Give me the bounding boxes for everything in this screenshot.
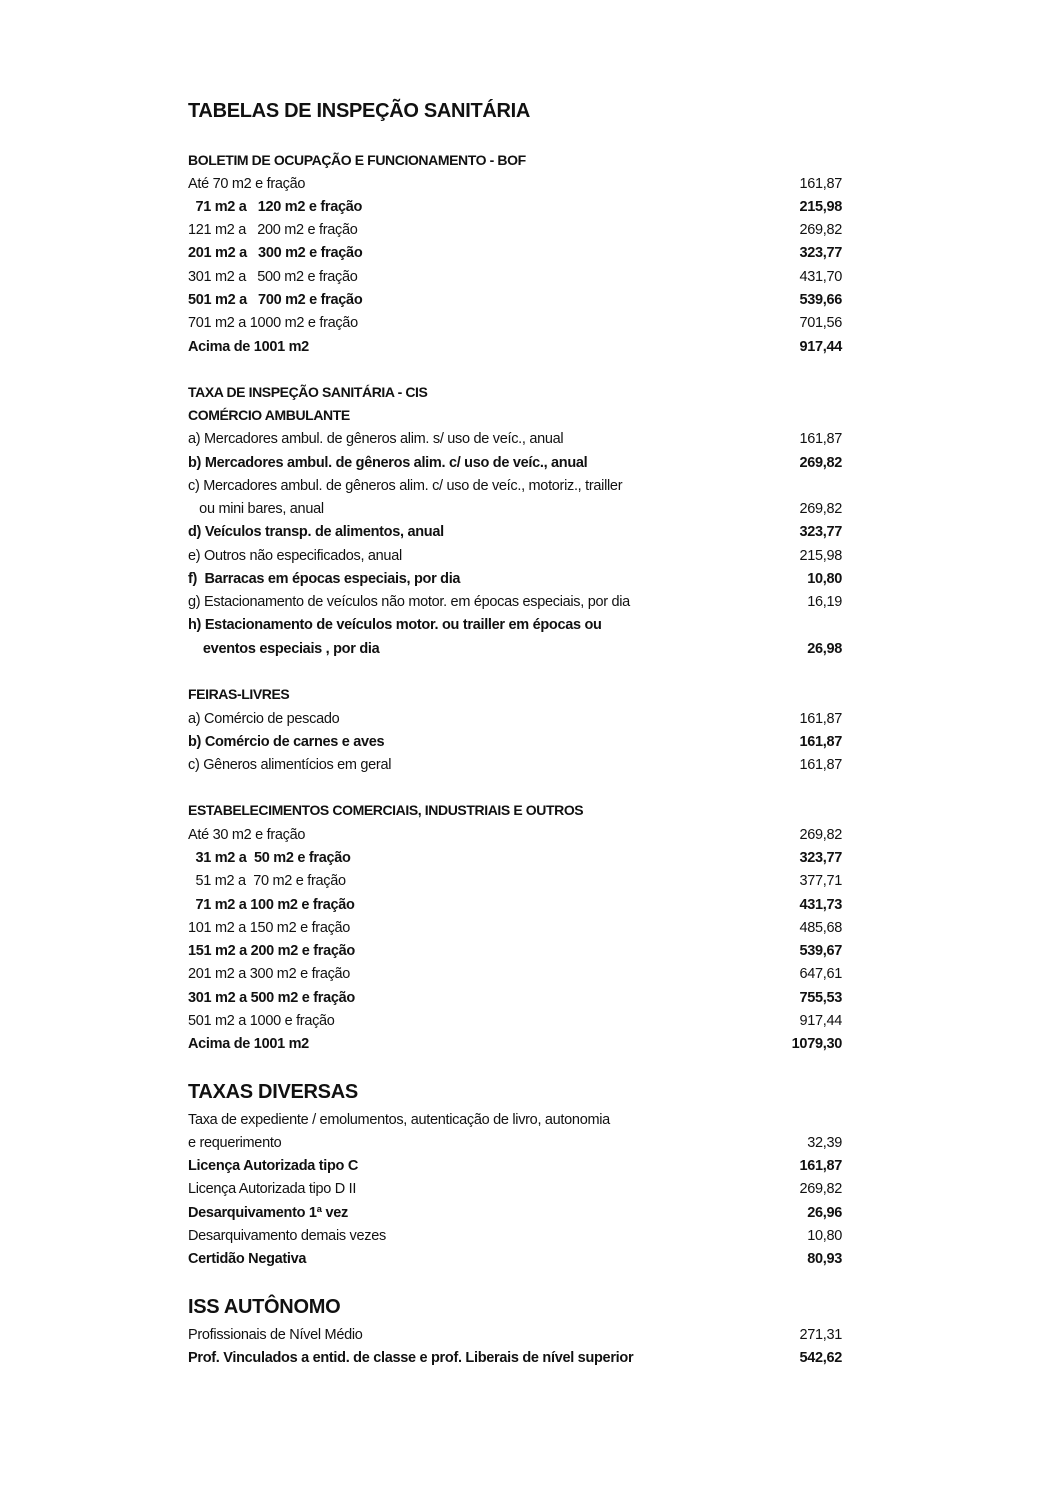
row-value: 215,98 [799, 199, 842, 215]
row-label: 501 m2 a 1000 e fração [188, 1013, 335, 1029]
row-value: 26,98 [807, 641, 842, 657]
row-label: e) Outros não especificados, anual [188, 548, 402, 564]
table-row [188, 1325, 842, 1345]
section-heading-iss-autonomo: ISS AUTÔNOMO [188, 1296, 341, 1318]
table-row [188, 1156, 842, 1176]
row-value: 431,73 [799, 897, 842, 913]
row-value: 701,56 [799, 315, 842, 331]
row-label: 201 m2 a 300 m2 e fração [188, 245, 363, 261]
table-row [188, 755, 842, 775]
row-label-line1: h) Estacionamento de veículos motor. ou trailler em épocas ou [188, 617, 602, 633]
row-label: Certidão Negativa [188, 1251, 307, 1267]
row-label: g) Estacionamento de veículos não motor. em épocas especiais, por dia [188, 594, 630, 610]
table-row [188, 592, 842, 612]
row-value: 269,82 [799, 455, 842, 471]
subsection-heading-comercio-ambulante: COMÉRCIO AMBULANTE [188, 407, 350, 423]
row-label: 51 m2 a 70 m2 e fração [188, 873, 346, 889]
row-label: Licença Autorizada tipo D II [188, 1181, 357, 1197]
row-value: 1079,30 [791, 1036, 842, 1052]
section-heading-bof: BOLETIM DE OCUPAÇÃO E FUNCIONAMENTO - BOF [188, 152, 526, 168]
row-label: d) Veículos transp. de alimentos, anual [188, 524, 444, 540]
table-row [188, 243, 842, 263]
table-row [188, 964, 842, 984]
table-row [188, 1203, 842, 1223]
row-value: 161,87 [799, 176, 842, 192]
row-label: a) Mercadores ambul. de gêneros alim. s/ uso de veíc., anual [188, 431, 564, 447]
row-value: 917,44 [799, 1013, 842, 1029]
row-value: 323,77 [799, 850, 842, 866]
row-value: 377,71 [799, 873, 842, 889]
row-value: 26,96 [807, 1205, 842, 1221]
table-row [188, 895, 842, 915]
table-row [188, 522, 842, 542]
row-label: f) Barracas em épocas especiais, por dia [188, 571, 461, 587]
row-label: b) Comércio de carnes e aves [188, 734, 385, 750]
row-value: 539,67 [799, 943, 842, 959]
row-label: 71 m2 a 120 m2 e fração [188, 199, 363, 215]
table-row [188, 337, 842, 357]
table-row [188, 220, 842, 240]
row-value: 10,80 [807, 1228, 842, 1244]
row-label: 121 m2 a 200 m2 e fração [188, 222, 358, 238]
row-label-line2: eventos especiais , por dia [188, 641, 380, 657]
row-label: Até 30 m2 e fração [188, 827, 306, 843]
table-row [188, 290, 842, 310]
row-value: 269,82 [799, 827, 842, 843]
row-value: 755,53 [799, 990, 842, 1006]
table-row [188, 871, 842, 891]
row-label: 701 m2 a 1000 m2 e fração [188, 315, 358, 331]
row-label: 501 m2 a 700 m2 e fração [188, 292, 363, 308]
row-label: Acima de 1001 m2 [188, 1036, 309, 1052]
table-row [188, 709, 842, 729]
row-label: Licença Autorizada tipo C [188, 1158, 359, 1174]
row-label: 71 m2 a 100 m2 e fração [188, 897, 355, 913]
section-heading-feiras-livres: FEIRAS-LIVRES [188, 686, 290, 702]
table-row [188, 174, 842, 194]
row-value: 539,66 [799, 292, 842, 308]
row-value: 431,70 [799, 269, 842, 285]
row-label: 201 m2 a 300 m2 e fração [188, 966, 351, 982]
row-value: 485,68 [799, 920, 842, 936]
table-row [188, 1226, 842, 1246]
row-value: 215,98 [799, 548, 842, 564]
table-row [188, 499, 842, 519]
row-label: Desarquivamento 1ª vez [188, 1205, 348, 1221]
table-row [188, 1011, 842, 1031]
row-label: a) Comércio de pescado [188, 711, 340, 727]
row-value: 269,82 [799, 501, 842, 517]
row-value: 269,82 [799, 222, 842, 238]
table-row [188, 918, 842, 938]
row-value: 161,87 [799, 757, 842, 773]
row-value: 10,80 [807, 571, 842, 587]
table-row [188, 546, 842, 566]
table-row [188, 825, 842, 845]
table-row [188, 1133, 842, 1153]
table-row [188, 313, 842, 333]
row-label: 301 m2 a 500 m2 e fração [188, 990, 355, 1006]
row-value: 32,39 [807, 1135, 842, 1151]
row-label: b) Mercadores ambul. de gêneros alim. c/ uso de veíc., anual [188, 455, 588, 471]
row-label: Acima de 1001 m2 [188, 339, 309, 355]
table-row [188, 1249, 842, 1269]
row-value: 647,61 [799, 966, 842, 982]
row-value: 161,87 [799, 734, 842, 750]
row-value: 16,19 [807, 594, 842, 610]
row-label-line2: ou mini bares, anual [188, 501, 324, 517]
table-row [188, 732, 842, 752]
row-value: 271,31 [799, 1327, 842, 1343]
row-label: 301 m2 a 500 m2 e fração [188, 269, 358, 285]
table-row [188, 429, 842, 449]
table-row [188, 988, 842, 1008]
table-row [188, 941, 842, 961]
row-value: 161,87 [799, 431, 842, 447]
table-row [188, 1179, 842, 1199]
row-label: 31 m2 a 50 m2 e fração [188, 850, 351, 866]
row-label-line2: e requerimento [188, 1135, 282, 1151]
row-label: Prof. Vinculados a entid. de classe e prof. Liberais de nível superior [188, 1350, 634, 1366]
table-row [188, 569, 842, 589]
table-row [188, 1348, 842, 1368]
table-row [188, 848, 842, 868]
row-label: 101 m2 a 150 m2 e fração [188, 920, 351, 936]
row-label: 151 m2 a 200 m2 e fração [188, 943, 355, 959]
row-label: c) Gêneros alimentícios em geral [188, 757, 392, 773]
row-value: 542,62 [799, 1350, 842, 1366]
table-row [188, 1034, 842, 1054]
row-label: Profissionais de Nível Médio [188, 1327, 363, 1343]
row-value: 323,77 [799, 524, 842, 540]
table-row [188, 639, 842, 659]
section-heading-estabelecimentos: ESTABELECIMENTOS COMERCIAIS, INDUSTRIAIS E OUTROS [188, 802, 584, 818]
row-label: Desarquivamento demais vezes [188, 1228, 386, 1244]
row-value: 161,87 [799, 711, 842, 727]
row-value: 269,82 [799, 1181, 842, 1197]
row-value: 161,87 [799, 1158, 842, 1174]
table-row [188, 267, 842, 287]
row-value: 917,44 [799, 339, 842, 355]
section-heading-cis: TAXA DE INSPEÇÃO SANITÁRIA - CIS [188, 384, 428, 400]
row-value: 323,77 [799, 245, 842, 261]
table-row [188, 453, 842, 473]
row-label: Até 70 m2 e fração [188, 176, 306, 192]
section-heading-taxas-diversas: TAXAS DIVERSAS [188, 1081, 358, 1103]
row-label-line1: Taxa de expediente / emolumentos, autenticação de livro, autonomia [188, 1112, 610, 1128]
table-row [188, 197, 842, 217]
row-label-line1: c) Mercadores ambul. de gêneros alim. c/ uso de veíc., motoriz., trailler [188, 478, 623, 494]
page-title: TABELAS DE INSPEÇÃO SANITÁRIA [188, 100, 531, 122]
row-value: 80,93 [807, 1251, 842, 1267]
